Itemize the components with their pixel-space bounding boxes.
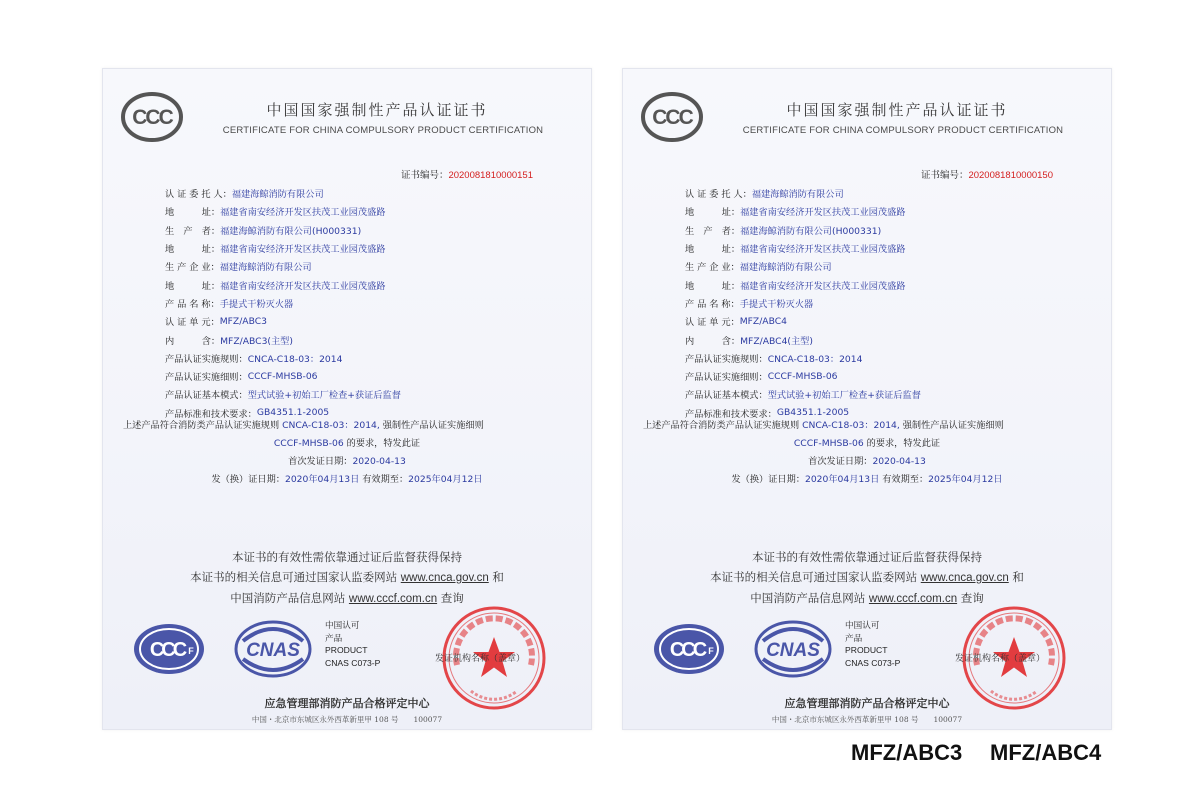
certificate-statement (623, 417, 1111, 489)
first-issue-date: 2020-04-13 (872, 456, 926, 467)
field-label: 生 产 企 业： (685, 262, 740, 274)
cnas-line: PRODUCT (325, 645, 368, 655)
certificate-number-label: 证书编号： (920, 170, 969, 181)
field-value: 型式试验+初始工厂检查+获证后监督 (767, 390, 921, 402)
cnas-logo-icon (233, 619, 313, 679)
certificate-right (622, 68, 1112, 730)
cnas-line: 中国认可 (325, 620, 360, 630)
field-label: 认 证 委 托 人： (685, 189, 752, 201)
field-label: 内 含： (165, 335, 221, 347)
certificate-field (685, 312, 1085, 330)
statement-rule: CNCA-C18-03：2014, (802, 420, 900, 431)
certificate-field (685, 385, 1085, 403)
certificate-field (685, 330, 1085, 348)
field-value: MFZ/ABC4(主型) (740, 335, 813, 347)
certificate-field (685, 257, 1085, 275)
field-value: 福建海鲸消防有限公司(H000331) (220, 225, 362, 237)
statement-suffix: 的要求，特发此证 (866, 438, 941, 449)
field-label: 地 址： (165, 244, 221, 256)
certificate-number (921, 167, 1053, 181)
cccf-link: www.cccf.com.cn (868, 593, 958, 605)
cnas-accreditation-text (845, 619, 900, 669)
validity-notice (623, 547, 1111, 609)
field-value: 福建省南安经济开发区扶茂工业园茂盛路 (220, 207, 386, 219)
field-label: 地 址： (685, 207, 741, 219)
expiry-label: 有效期至： (362, 474, 409, 485)
expiry-date: 2025年04月12日 (408, 474, 483, 485)
cnas-line: PRODUCT (845, 645, 888, 655)
statement-rule: CNCA-C18-03：2014, (282, 420, 380, 431)
certificate-field (165, 385, 565, 403)
first-issue-label: 首次发证日期： (288, 456, 353, 467)
field-value: CCCF-MHSB-06 (767, 370, 838, 382)
issue-date: 2020年04月13日 (804, 474, 880, 485)
cccf-logo-icon (131, 621, 207, 677)
field-value: MFZ/ABC3 (219, 315, 267, 327)
statement-prefix: 上述产品符合消防类产品认证实施规则 (123, 420, 280, 431)
statement-prefix: 上述产品符合消防类产品认证实施规则 (643, 420, 800, 431)
field-value: 福建海鲸消防有限公司 (219, 262, 312, 274)
caption-left: MFZ/ABC3 (851, 740, 963, 765)
certificate-field (165, 202, 565, 220)
certificate-left (102, 68, 592, 730)
field-label: 认 证 委 托 人： (165, 189, 232, 201)
field-label: 产品认证基本模式： (685, 390, 768, 402)
field-label: 内 含： (685, 335, 741, 347)
validity-line: 本证书的有效性需依靠通过证后监督获得保持 (752, 550, 982, 564)
statement-mid: 强制性产品认证实施细则 (382, 420, 484, 431)
validity-line: 查询 (440, 591, 464, 605)
certificate-field (165, 349, 565, 367)
field-label: 地 址： (685, 280, 741, 292)
certificate-number-label: 证书编号： (400, 170, 449, 181)
statement-mid: 强制性产品认证实施细则 (902, 420, 1004, 431)
field-value: MFZ/ABC4 (739, 315, 787, 327)
certificate-field (685, 202, 1085, 220)
svg-text:F: F (708, 646, 714, 656)
svg-text:CCC: CCC (132, 106, 172, 129)
cnas-line: 产品 (845, 632, 863, 643)
cnca-link: www.cnca.gov.cn (400, 572, 489, 584)
validity-line: 中国消防产品信息网站 (750, 591, 866, 605)
field-label: 生 产 者： (165, 225, 221, 237)
field-label: 产品标准和技术要求： (685, 408, 777, 420)
field-value: 型式试验+初始工厂检查+获证后监督 (247, 390, 401, 402)
certificate-title-en: CERTIFICATE FOR CHINA COMPULSORY PRODUCT CERTIFICATION (742, 125, 1064, 136)
field-label: 产品认证实施规则： (165, 353, 248, 365)
cccf-link: www.cccf.com.cn (348, 593, 438, 605)
certificate-fields (685, 184, 1085, 422)
certificate-statement (103, 417, 591, 489)
validity-line: 本证书的相关信息可通过国家认监委网站 (190, 570, 398, 584)
field-value: MFZ/ABC3(主型) (220, 335, 293, 347)
caption-right: MFZ/ABC4 (990, 740, 1102, 765)
certificate-field (165, 275, 565, 293)
cnas-line: 产品 (325, 632, 343, 643)
validity-line: 本证书的有效性需依靠通过证后监督获得保持 (232, 550, 462, 564)
certificate-field (685, 367, 1085, 385)
svg-text:CNAS: CNAS (246, 640, 300, 661)
certificate-number-value: 2020081810000151 (448, 170, 533, 181)
validity-notice (103, 547, 591, 609)
field-value: 福建省南安经济开发区扶茂工业园茂盛路 (740, 280, 906, 292)
svg-text:CNAS: CNAS (766, 640, 820, 661)
field-value: CCCF-MHSB-06 (247, 370, 318, 382)
cnas-logo-icon (753, 619, 833, 679)
validity-line: 本证书的相关信息可通过国家认监委网站 (710, 570, 918, 584)
certificate-title-en: CERTIFICATE FOR CHINA COMPULSORY PRODUCT CERTIFICATION (222, 125, 544, 136)
statement-suffix: 的要求，特发此证 (346, 438, 421, 449)
certificate-field (165, 239, 565, 257)
issue-date: 2020年04月13日 (284, 474, 360, 485)
field-value: GB4351.1-2005 (776, 407, 850, 419)
certificate-field (165, 221, 565, 239)
field-label: 产 品 名 称： (685, 298, 740, 310)
field-label: 地 址： (165, 207, 221, 219)
certificate-field (685, 349, 1085, 367)
certificate-field (685, 239, 1085, 257)
field-label: 产品标准和技术要求： (165, 408, 257, 420)
issuing-body-label: 发证机构名称（盖章） (435, 654, 526, 664)
field-label: 认 证 单 元： (685, 317, 740, 329)
certificate-number-value: 2020081810000150 (968, 170, 1053, 181)
issue-date-label: 发（换）证日期： (731, 474, 805, 485)
field-value: 福建省南安经济开发区扶茂工业园茂盛路 (220, 280, 386, 292)
certificate-field (685, 221, 1085, 239)
first-issue-date: 2020-04-13 (352, 456, 406, 467)
svg-text:CCC: CCC (149, 639, 185, 661)
certificate-field (685, 275, 1085, 293)
field-value: 手提式干粉灭火器 (739, 298, 814, 310)
field-value: 福建省南安经济开发区扶茂工业园茂盛路 (740, 207, 906, 219)
field-label: 认 证 单 元： (165, 317, 220, 329)
expiry-label: 有效期至： (882, 474, 929, 485)
field-label: 产品认证实施细则： (165, 372, 248, 384)
statement-detail: CCCF-MHSB-06 (273, 438, 344, 449)
certificate-field (165, 257, 565, 275)
issuer-address: 中国・北京市东城区永外西革新里甲 108 号 100077 (771, 715, 963, 724)
field-value: 福建海鲸消防有限公司 (751, 189, 844, 201)
certificate-field (685, 184, 1085, 202)
validity-line: 查询 (960, 591, 984, 605)
cccf-logo-icon (651, 621, 727, 677)
svg-text:F: F (188, 646, 194, 656)
cnas-line: CNAS C073-P (325, 657, 381, 668)
certificate-field (685, 294, 1085, 312)
field-value: 福建海鲸消防有限公司(H000331) (740, 225, 882, 237)
field-value: GB4351.1-2005 (256, 407, 330, 419)
field-label: 地 址： (165, 280, 221, 292)
validity-line: 和 (1012, 570, 1024, 584)
issuing-body: 应急管理部消防产品合格评定中心 (784, 697, 950, 710)
expiry-date: 2025年04月12日 (928, 474, 1003, 485)
field-label: 生 产 企 业： (165, 262, 220, 274)
svg-text:CCC: CCC (652, 106, 692, 129)
statement-detail: CCCF-MHSB-06 (793, 438, 864, 449)
field-value: 福建海鲸消防有限公司 (231, 189, 324, 201)
field-value: 福建海鲸消防有限公司 (739, 262, 832, 274)
field-label: 产 品 名 称： (165, 298, 220, 310)
certificate-field (165, 367, 565, 385)
issue-date-label: 发（换）证日期： (211, 474, 285, 485)
cnas-line: 中国认可 (845, 620, 880, 630)
field-label: 生 产 者： (685, 225, 741, 237)
validity-line: 和 (492, 570, 504, 584)
issuer-address: 中国・北京市东城区永外西革新里甲 108 号 100077 (251, 715, 443, 724)
certificate-number (401, 167, 533, 181)
field-label: 产品认证基本模式： (165, 390, 248, 402)
field-label: 地 址： (685, 244, 741, 256)
cnas-accreditation-text (325, 619, 380, 669)
field-label: 产品认证实施规则： (685, 353, 768, 365)
field-value: 手提式干粉灭火器 (219, 298, 294, 310)
issuing-body-label: 发证机构名称（盖章） (955, 654, 1046, 664)
field-value: CNCA-C18-03：2014 (247, 353, 343, 365)
certificate-fields (165, 184, 565, 422)
certificate-field (165, 330, 565, 348)
certificate-title-cn: 中国国家强制性产品认证证书 (266, 101, 488, 119)
validity-line: 中国消防产品信息网站 (230, 591, 346, 605)
issuing-body: 应急管理部消防产品合格评定中心 (264, 697, 430, 710)
field-label: 产品认证实施细则： (685, 372, 768, 384)
svg-text:CCC: CCC (669, 639, 705, 661)
certificate-field (165, 184, 565, 202)
first-issue-label: 首次发证日期： (808, 456, 873, 467)
certificate-title-cn: 中国国家强制性产品认证证书 (786, 101, 1008, 119)
certificate-field (165, 294, 565, 312)
cnca-link: www.cnca.gov.cn (920, 572, 1009, 584)
field-value: 福建省南安经济开发区扶茂工业园茂盛路 (220, 244, 386, 256)
field-value: 福建省南安经济开发区扶茂工业园茂盛路 (740, 244, 906, 256)
cnas-line: CNAS C073-P (845, 657, 901, 668)
certificate-field (165, 312, 565, 330)
field-value: CNCA-C18-03：2014 (767, 353, 863, 365)
